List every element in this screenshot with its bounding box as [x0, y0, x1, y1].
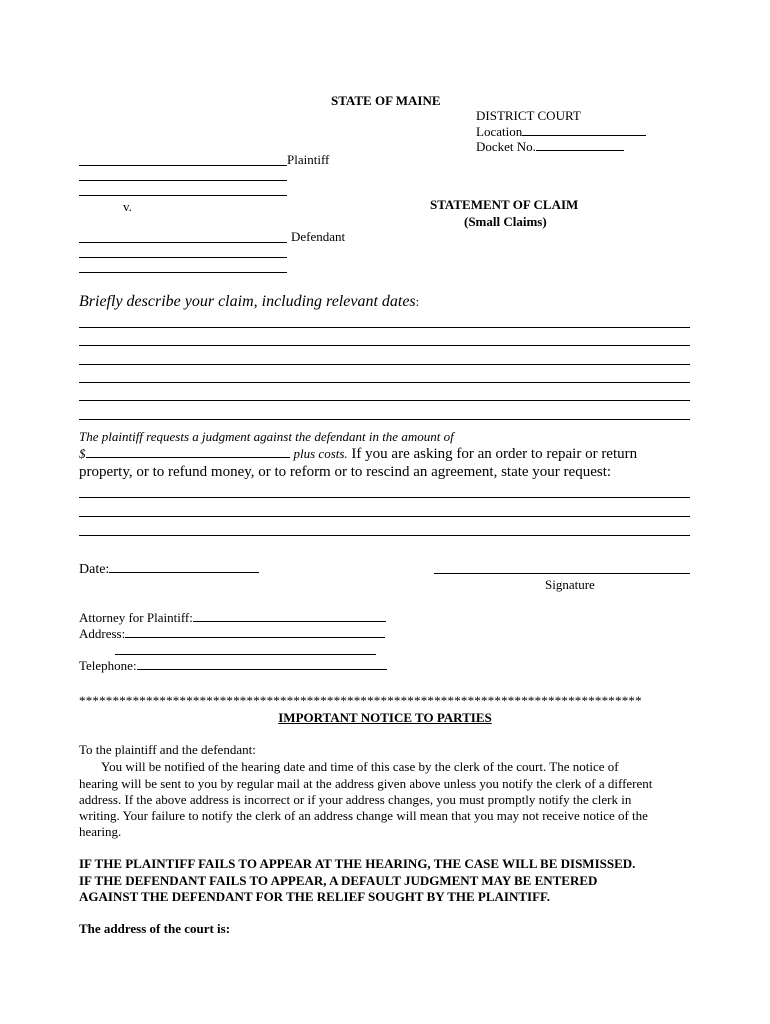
attorney-label: Attorney for Plaintiff: [79, 610, 193, 625]
notice-line: hearing will be sent to you by regular mail at the address given above unless you notify the clerk of a different [79, 776, 653, 791]
claim-line-6[interactable] [79, 419, 690, 420]
claim-line-2[interactable] [79, 345, 690, 346]
court-name: DISTRICT COURT [476, 108, 581, 123]
attorney-row [79, 609, 386, 626]
notice-line: address. If the above address is incorrect or if your address changes, you must promptly notify the clerk in [79, 792, 632, 807]
claim-prompt [79, 292, 419, 312]
dollar-sign: $ [79, 446, 86, 461]
request-line-3[interactable] [79, 535, 690, 536]
request-line-1[interactable] [79, 497, 690, 498]
form-title: STATEMENT OF CLAIM [430, 197, 579, 212]
asterisk-separator: ************************************************************************************ [79, 693, 642, 708]
date-row [79, 560, 259, 578]
court-address-label: The address of the court is: [79, 921, 231, 936]
address-row [79, 625, 385, 642]
claim-line-3[interactable] [79, 364, 690, 365]
location-label: Location [476, 124, 523, 139]
plus-costs-text: plus costs. [293, 446, 348, 461]
telephone-input[interactable] [137, 657, 387, 670]
claim-line-5[interactable] [79, 400, 690, 401]
notice-heading: IMPORTANT NOTICE TO PARTIES [278, 710, 492, 725]
plaintiff-name-input[interactable] [79, 165, 287, 166]
address-input-2[interactable] [115, 654, 376, 655]
state-heading: STATE OF MAINE [331, 93, 441, 108]
date-input[interactable] [109, 560, 259, 573]
claim-line-1[interactable] [79, 327, 690, 328]
request-line-2[interactable] [79, 516, 690, 517]
notice-line: writing. Your failure to notify the clerk of an address change will mean that you may not receive notice of the [79, 808, 648, 823]
location-input[interactable] [522, 123, 646, 136]
docket-input[interactable] [536, 138, 624, 151]
claim-prompt-text: Briefly describe your claim, including relevant dates [79, 293, 416, 310]
defendant-label: Defendant [291, 229, 346, 244]
address-input[interactable] [125, 625, 385, 638]
request-text-1: If you are asking for an order to repair or return [347, 446, 638, 462]
amount-input[interactable] [86, 445, 290, 458]
warning-line: IF THE PLAINTIFF FAILS TO APPEAR AT THE HEARING, THE CASE WILL BE DISMISSED. [79, 856, 636, 871]
request-text-2: property, or to refund money, or to reform or to rescind an agreement, state your request: [79, 464, 612, 480]
notice-line: hearing. [79, 824, 122, 839]
defendant-address-input-1[interactable] [79, 257, 287, 258]
claim-prompt-colon: : [415, 294, 420, 309]
notice-line: You will be notified of the hearing date and time of this case by the clerk of the court. The notice of [101, 759, 619, 774]
plaintiff-address-input-1[interactable] [79, 180, 287, 181]
docket-field-row [476, 138, 624, 155]
signature-input[interactable] [434, 573, 690, 574]
versus-label: v. [123, 199, 132, 214]
telephone-label: Telephone: [79, 658, 137, 673]
date-label: Date: [79, 562, 110, 577]
plaintiff-address-input-2[interactable] [79, 195, 287, 196]
claim-line-4[interactable] [79, 382, 690, 383]
telephone-row [79, 657, 387, 674]
signature-label: Signature [545, 577, 595, 592]
notice-line: To the plaintiff and the defendant: [79, 742, 256, 757]
docket-label: Docket No. [476, 139, 536, 154]
form-subtitle: (Small Claims) [464, 214, 547, 229]
warning-line: IF THE DEFENDANT FAILS TO APPEAR, A DEFAULT JUDGMENT MAY BE ENTERED [79, 873, 598, 888]
address-label: Address: [79, 626, 126, 641]
amount-row [79, 445, 637, 463]
judgment-text: The plaintiff requests a judgment against the defendant in the amount of [79, 429, 454, 444]
plaintiff-label: Plaintiff [287, 152, 330, 167]
warning-line: AGAINST THE DEFENDANT FOR THE RELIEF SOUGHT BY THE PLAINTIFF. [79, 889, 551, 904]
defendant-address-input-2[interactable] [79, 272, 287, 273]
attorney-input[interactable] [193, 609, 386, 622]
defendant-name-input[interactable] [79, 242, 287, 243]
